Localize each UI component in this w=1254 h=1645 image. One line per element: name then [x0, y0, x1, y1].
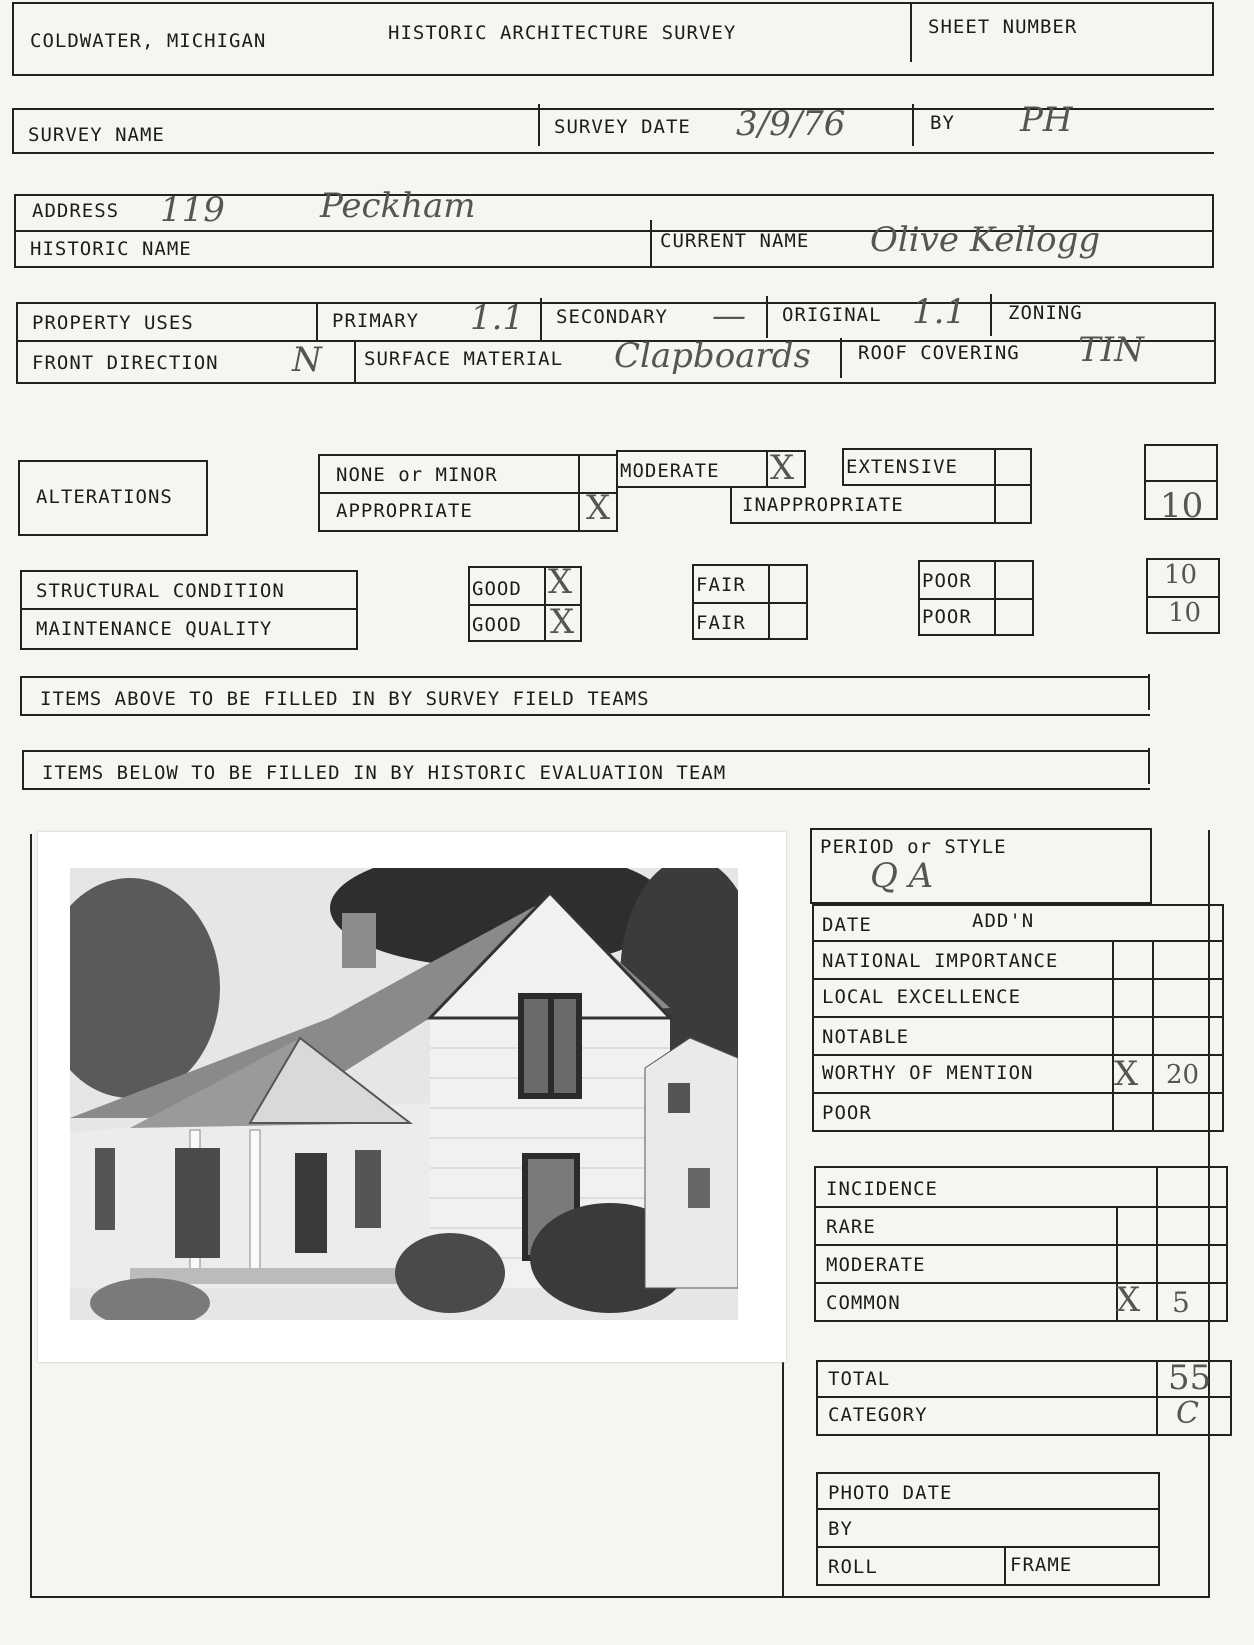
common-score: 5 [1172, 1286, 1190, 1319]
secondary-value: — [712, 296, 746, 336]
poor-row [918, 598, 1034, 600]
address-street: Peckham [320, 186, 476, 226]
extensive-col [994, 448, 996, 524]
survey-by-value: PH [1020, 100, 1073, 140]
maintenance-quality-label: MAINTENANCE QUALITY [36, 618, 273, 640]
good-col [544, 566, 546, 642]
items-below-end [1148, 748, 1150, 784]
extensive-top [842, 448, 1032, 450]
surface-material-value: Clapboards [614, 336, 811, 376]
alterations-minor-row [318, 492, 618, 494]
eval-row-1 [812, 940, 1224, 942]
survey-divider-2 [912, 104, 914, 146]
inappropriate-left [730, 486, 732, 524]
historic-name-label: HISTORIC NAME [30, 238, 192, 260]
photo-date-label: PHOTO DATE [828, 1482, 953, 1504]
structural-good-mark: X [548, 562, 573, 602]
common-mark: X [1116, 1280, 1141, 1320]
items-below-note: ITEMS BELOW TO BE FILLED IN BY HISTORIC EVALUATION TEAM [42, 762, 727, 784]
extensive-left [842, 448, 844, 486]
current-name-label: CURRENT NAME [660, 230, 810, 252]
notable-label: NOTABLE [822, 1026, 910, 1048]
property-div-6 [840, 338, 842, 378]
incidence-moderate-label: MODERATE [826, 1254, 926, 1276]
addn-label: ADD'N [972, 910, 1035, 932]
fair-row [692, 602, 808, 604]
alterations-score: 10 [1160, 486, 1204, 526]
good-label-1: GOOD [472, 578, 522, 600]
sheet-number-label: SHEET NUMBER [928, 16, 1078, 38]
original-value: 1.1 [912, 292, 967, 332]
lower-frame-left [30, 834, 32, 1598]
evaluation-box [812, 904, 1224, 1132]
property-div-5 [354, 340, 356, 384]
extensive-label: EXTENSIVE [846, 456, 958, 478]
original-label: ORIGINAL [782, 304, 882, 326]
property-uses-label: PROPERTY USES [32, 312, 194, 334]
eval-col-1 [1112, 940, 1114, 1132]
property-div-4 [990, 294, 992, 336]
current-name-divider [650, 220, 652, 268]
local-excellence-label: LOCAL EXCELLENCE [822, 986, 1022, 1008]
roof-covering-value: TIN [1078, 330, 1144, 370]
inc-row-2 [814, 1244, 1228, 1246]
poor-col [994, 560, 996, 636]
inc-row-3 [814, 1282, 1228, 1284]
inc-col-2 [1156, 1166, 1158, 1322]
property-div-2 [540, 298, 542, 340]
photo-column-divider [782, 1350, 784, 1596]
photo-by-label: BY [828, 1518, 853, 1540]
lower-frame-bottom [30, 1596, 1210, 1598]
worthy-mark: X [1114, 1054, 1139, 1094]
common-label: COMMON [826, 1292, 901, 1314]
secondary-label: SECONDARY [556, 306, 668, 328]
none-minor-label: NONE or MINOR [336, 464, 498, 486]
eval-row-5 [812, 1092, 1224, 1094]
address-label: ADDRESS [32, 200, 120, 222]
roll-label: ROLL [828, 1556, 878, 1578]
address-number: 119 [160, 190, 225, 230]
items-above-note: ITEMS ABOVE TO BE FILLED IN BY SURVEY FIELD TEAMS [40, 688, 650, 710]
header-divider [910, 2, 912, 62]
worthy-of-mention-label: WORTHY OF MENTION [822, 1062, 1034, 1084]
city-label: COLDWATER, MICHIGAN [30, 30, 267, 52]
inc-row-1 [814, 1206, 1228, 1208]
moderate-mark: X [770, 448, 795, 488]
maintenance-score: 10 [1168, 598, 1202, 628]
maintenance-good-mark: X [550, 602, 575, 642]
surface-material-label: SURFACE MATERIAL [364, 348, 564, 370]
period-style-label: PERIOD or STYLE [820, 836, 1007, 858]
national-importance-label: NATIONAL IMPORTANCE [822, 950, 1059, 972]
fair-col [768, 564, 770, 640]
items-above-end [1148, 674, 1150, 710]
appropriate-label: APPROPRIATE [336, 500, 473, 522]
roof-covering-label: ROOF COVERING [858, 342, 1020, 364]
survey-date-value: 3/9/76 [736, 104, 846, 144]
survey-divider-1 [538, 104, 540, 146]
incidence-label: INCIDENCE [826, 1178, 938, 1200]
survey-name-label: SURVEY NAME [28, 124, 165, 146]
eval-row-3 [812, 1016, 1224, 1018]
survey-by-label: BY [930, 112, 955, 134]
photo-info-row-2 [816, 1546, 1160, 1548]
category-value: C [1176, 1396, 1199, 1431]
eval-col-2 [1152, 940, 1154, 1132]
frame-label: FRAME [1010, 1554, 1073, 1576]
zoning-label: ZONING [1008, 302, 1083, 324]
house-photo [70, 868, 738, 1320]
alterations-minor-col [578, 454, 580, 532]
worthy-score: 20 [1166, 1060, 1200, 1090]
category-label: CATEGORY [828, 1404, 928, 1426]
front-direction-value: N [292, 340, 322, 380]
alterations-score-row [1144, 480, 1218, 482]
current-name-value: Olive Kellogg [870, 220, 1101, 260]
front-direction-label: FRONT DIRECTION [32, 352, 219, 374]
period-style-value: Q A [870, 856, 934, 896]
photo-info-row-1 [816, 1508, 1160, 1510]
eval-row-4 [812, 1054, 1224, 1056]
good-label-2: GOOD [472, 614, 522, 636]
poor-label-1: POOR [922, 570, 972, 592]
appropriate-mark: X [586, 488, 611, 528]
date-label: DATE [822, 914, 872, 936]
fair-label-1: FAIR [696, 574, 746, 596]
inappropriate-label: INAPPROPRIATE [742, 494, 904, 516]
moderate-label: MODERATE [620, 460, 720, 482]
alterations-label: ALTERATIONS [36, 486, 173, 508]
property-div-3 [766, 296, 768, 338]
primary-value: 1.1 [470, 298, 525, 338]
survey-date-label: SURVEY DATE [554, 116, 691, 138]
poor-label-2: POOR [922, 606, 972, 628]
survey-title: HISTORIC ARCHITECTURE SURVEY [388, 22, 737, 44]
property-div-1 [316, 302, 318, 340]
total-label: TOTAL [828, 1368, 891, 1390]
rare-label: RARE [826, 1216, 876, 1238]
fair-label-2: FAIR [696, 612, 746, 634]
condition-label-row [20, 608, 358, 610]
total-value: 55 [1168, 1358, 1212, 1398]
photo-info-col [1004, 1546, 1006, 1586]
structural-condition-label: STRUCTURAL CONDITION [36, 580, 285, 602]
totals-col [1156, 1360, 1158, 1436]
extensive-row [842, 484, 1032, 486]
primary-label: PRIMARY [332, 310, 420, 332]
structural-score: 10 [1164, 560, 1198, 590]
eval-row-2 [812, 978, 1224, 980]
eval-poor-label: POOR [822, 1102, 872, 1124]
